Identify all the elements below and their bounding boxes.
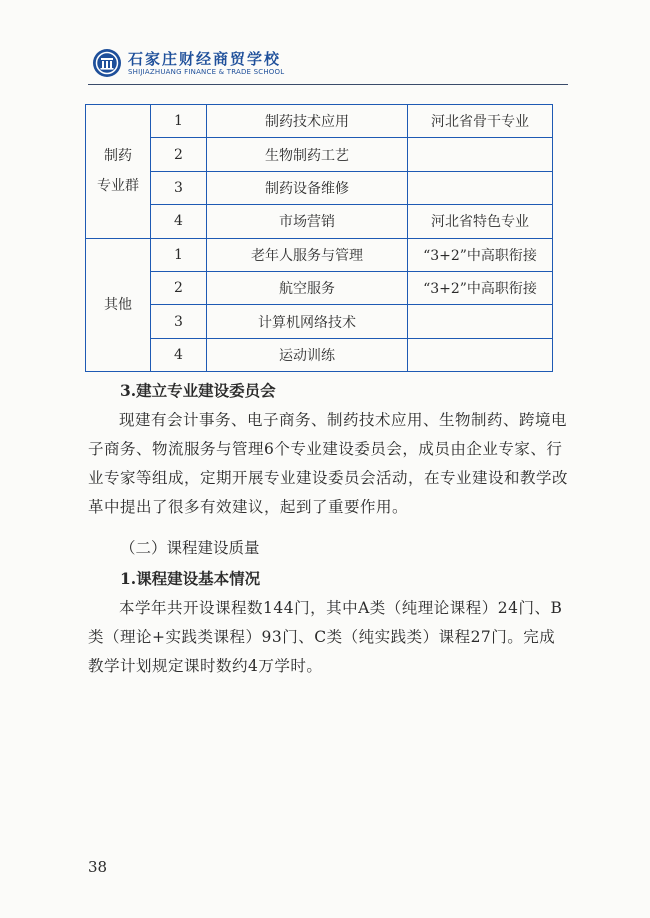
- row-number: 1: [151, 238, 207, 271]
- row-number: 2: [151, 271, 207, 304]
- major-note: “3+2”中高职衔接: [408, 238, 553, 271]
- row-number: 3: [151, 171, 207, 204]
- table-row: [86, 238, 553, 271]
- table-row: [86, 338, 553, 371]
- row-number: 3: [151, 305, 207, 338]
- major-name: 制药设备维修: [207, 171, 408, 204]
- group-label-cell: [86, 238, 151, 372]
- paragraph: 现建有会计事务、电子商务、制药技术应用、生物制药、跨境电子商务、物流服务与管理6个专业建设委员会，成员由企业专家、行业专家等组成，定期开展专业建设委员会活动，在专业建设和教学改革中提出了很多有效建议，起到了重要作用。: [88, 411, 569, 516]
- major-note: [408, 138, 553, 171]
- major-name: 运动训练: [207, 338, 408, 371]
- major-name: 制药技术应用: [207, 105, 408, 138]
- major-note: “3+2”中高职衔接: [408, 271, 553, 304]
- major-name: 计算机网络技术: [207, 305, 408, 338]
- table-row: [86, 138, 553, 171]
- school-name-cn: 石家庄财经商贸学校: [128, 50, 282, 68]
- table-row: [86, 205, 553, 238]
- table-row: [86, 105, 553, 138]
- school-logo-icon: [92, 48, 122, 78]
- row-number: 2: [151, 138, 207, 171]
- major-name: 市场营销: [207, 205, 408, 238]
- section-heading: 1.课程建设基本情况: [120, 569, 261, 588]
- majors-table: [85, 104, 553, 372]
- major-note: 河北省骨干专业: [408, 105, 553, 138]
- major-note: [408, 338, 553, 371]
- table-row: [86, 171, 553, 204]
- part-heading: （二）课程建设质量: [120, 539, 260, 557]
- header-divider: [88, 84, 568, 85]
- group-label: 制药: [104, 148, 132, 165]
- major-name: 老年人服务与管理: [207, 238, 408, 271]
- major-note: 河北省特色专业: [408, 205, 553, 238]
- row-number: 4: [151, 338, 207, 371]
- section-heading: 3.建立专业建设委员会: [120, 381, 276, 400]
- major-name: 生物制药工艺: [207, 138, 408, 171]
- major-note: [408, 171, 553, 204]
- page-number: 38: [88, 858, 108, 876]
- major-note: [408, 305, 553, 338]
- group-label-cell: [86, 105, 151, 239]
- major-name: 航空服务: [207, 271, 408, 304]
- group-label: 其他: [104, 296, 132, 313]
- row-number: 1: [151, 105, 207, 138]
- row-number: 4: [151, 205, 207, 238]
- group-label: 专业群: [97, 178, 139, 195]
- table-row: [86, 305, 553, 338]
- paragraph: 本学年共开设课程数144门，其中A类（纯理论课程）24门、B类（理论+实践类课程）93门、C类（纯实践类）课程27门。完成教学计划规定课时数约4万学时。: [88, 599, 563, 675]
- school-name-en: SHIJIAZHUANG FINANCE & TRADE SCHOOL: [128, 68, 285, 76]
- table-row: [86, 271, 553, 304]
